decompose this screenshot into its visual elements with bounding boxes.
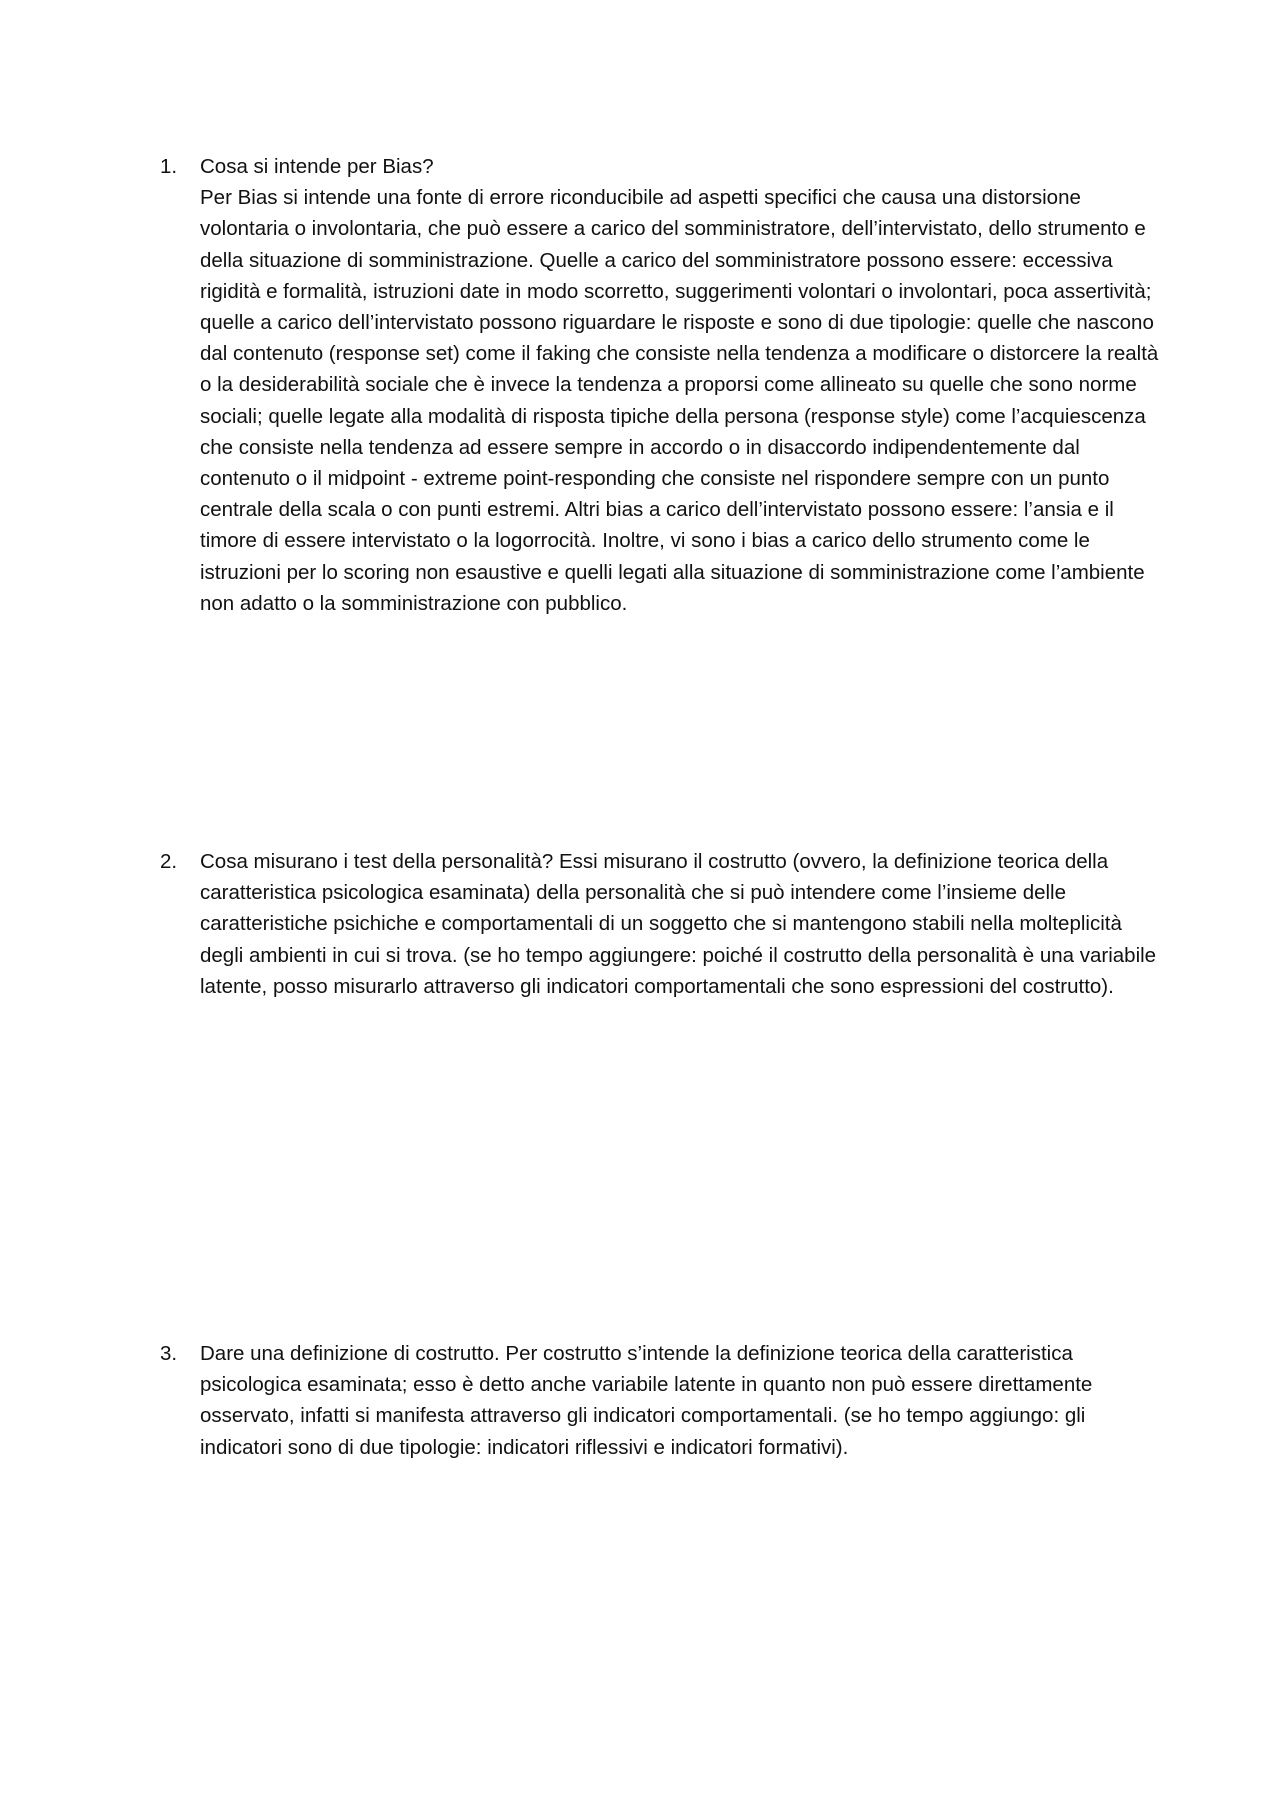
list-item-2 xyxy=(160,846,1160,1002)
list-item-body xyxy=(200,846,1160,1002)
answer-text: Per Bias si intende una fonte di errore riconducibile ad aspetti specifici che causa una distorsione volontaria o involontaria, che può essere a carico del somministratore, dell’intervistato, dello strumento e della situazione di somministrazione. Quelle a carico del somministratore possono essere: eccessiva rigidità e formalità, istruzioni date in modo scorretto, suggerimenti volontari o involontari, poca assertività; quelle a carico dell’intervistato possono riguardare le risposte e sono di due tipologie: quelle che nascono dal contenuto (response set) come il faking che consiste nella tendenza a modificare o distorcere la realtà o la desiderabilità sociale che è invece la tendenza a proporsi come allineato su quelle che sono norme sociali; quelle legate alla modalità di risposta tipiche della persona (response style) come l’acquiescenza che consiste nella tendenza ad essere sempre in accordo o in disaccordo indipendentemente dal contenuto o il midpoint - extreme point-responding che consiste nel rispondere sempre con un punto centrale della scala o con punti estremi. Altri bias a carico dell’intervistato possono essere: l’ansia e il timore di essere intervistato o la logorrocità. Inoltre, vi sono i bias a carico dello strumento come le istruzioni per lo scoring non esaustive e quelli legati alla situazione di somministrazione come l’ambiente non adatto o la somministrazione con pubblico. xyxy=(200,186,1159,615)
list-item-body xyxy=(200,1338,1160,1463)
list-number: 3. xyxy=(160,1342,178,1365)
paragraph-text: Dare una definizione di costrutto. Per costrutto s’intende la definizione teorica della caratteristica psicologica esaminata; esso è detto anche variabile latente in quanto non può essere direttamente osservato, infatti si manifesta attraverso gli indicatori comportamentali. (se ho tempo aggiungo: gli indicatori sono di due tipologie: indicatori riflessivi e indicatori formativi). xyxy=(200,1342,1093,1459)
list-item-1 xyxy=(160,151,1160,619)
list-number: 1. xyxy=(160,155,178,178)
list-number: 2. xyxy=(160,850,178,873)
list-item-3 xyxy=(160,1338,1160,1463)
question-text: Cosa si intende per Bias? xyxy=(200,155,434,178)
list-item-body xyxy=(200,151,1160,619)
paragraph-text: Cosa misurano i test della personalità? Essi misurano il costrutto (ovvero, la definizione teorica della caratteristica psicologica esaminata) della personalità che si può intendere come l’insieme delle caratteristiche psichiche e comportamentali di un soggetto che si mantengono stabili nella molteplicità degli ambienti in cui si trova. (se ho tempo aggiungere: poiché il costrutto della personalità è una variabile latente, posso misurarlo attraverso gli indicatori comportamentali che sono espressioni del costrutto). xyxy=(200,850,1157,998)
